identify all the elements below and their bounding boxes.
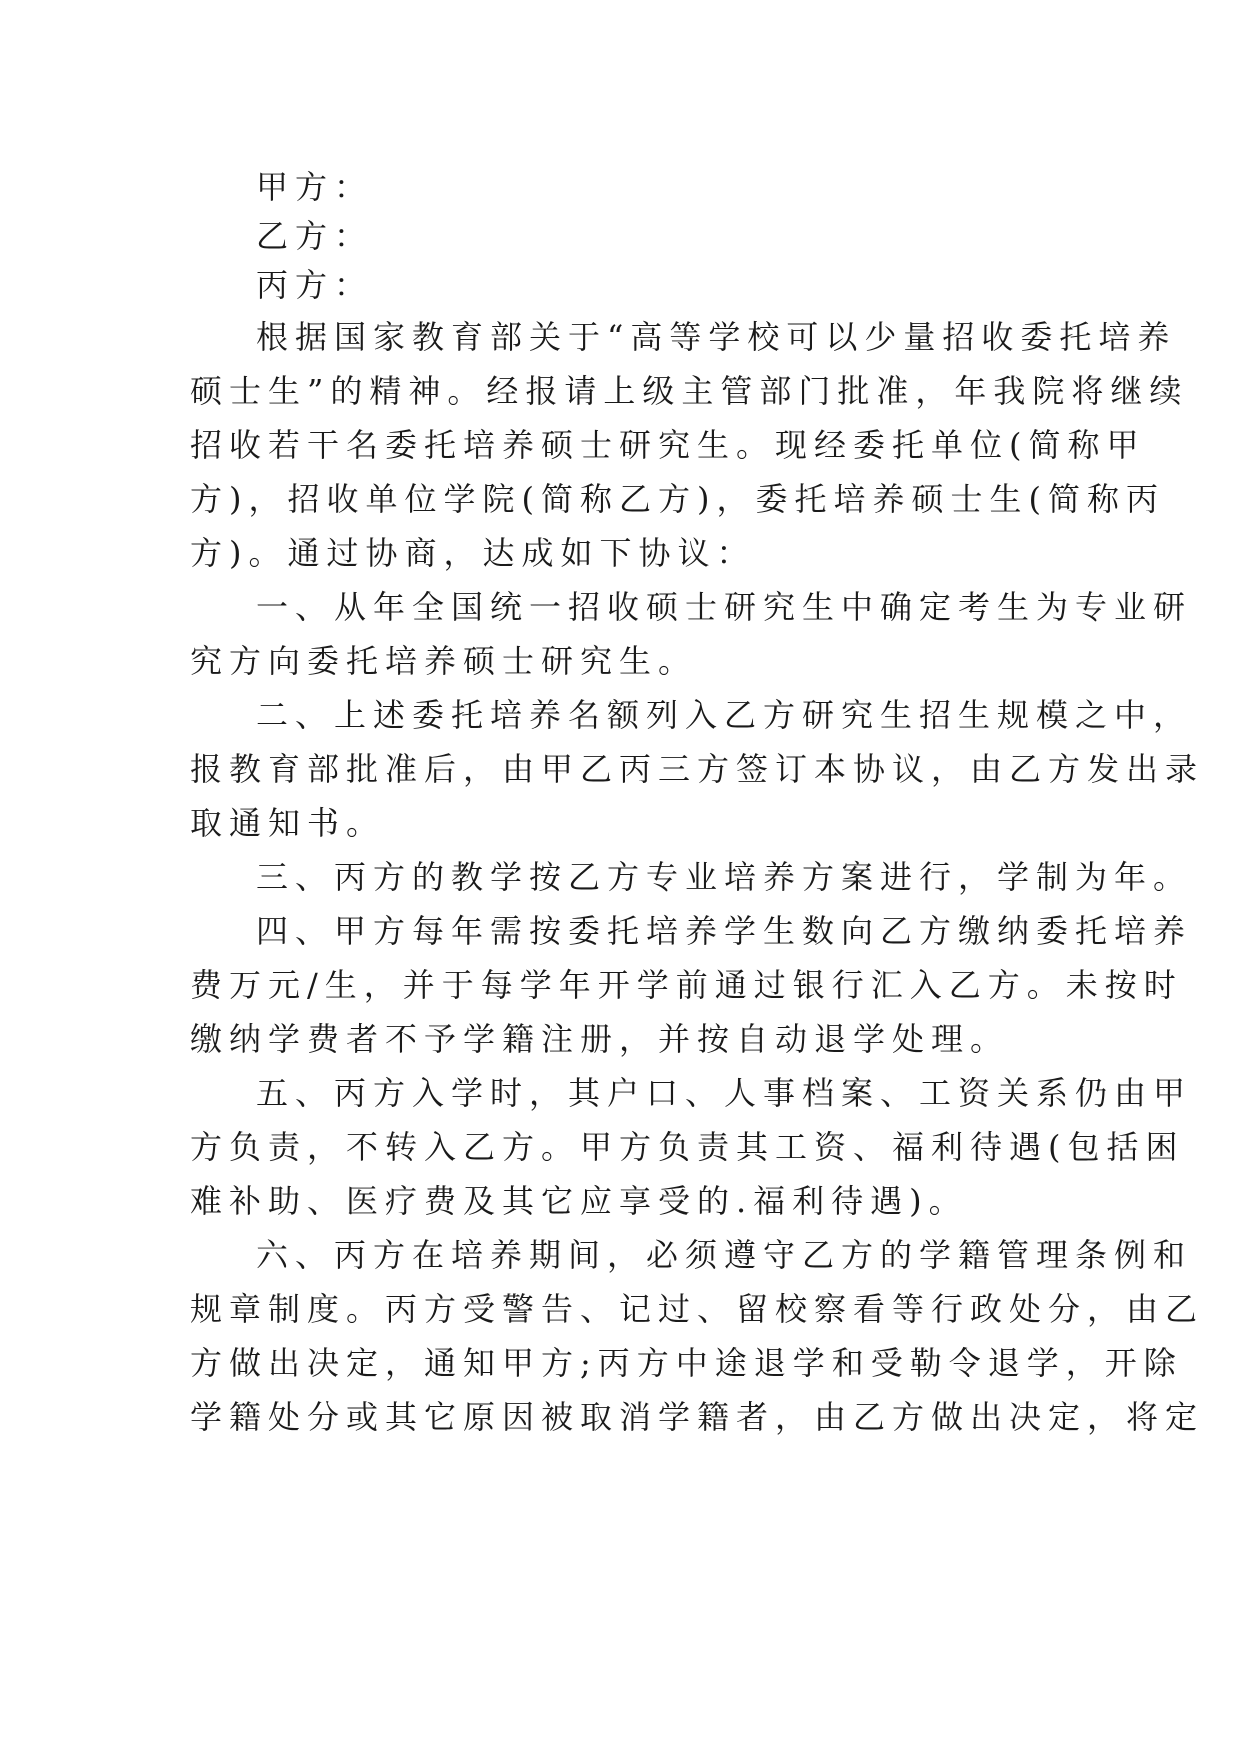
- clause-6-line: 方做出决定，通知甲方;丙方中途退学和受勒令退学，开除: [190, 1344, 1183, 1382]
- clause-3-line: 三、丙方的教学按乙方专业培养方案进行，学制为年。: [256, 858, 1193, 896]
- clause-4-line: 四、甲方每年需按委托培养学生数向乙方缴纳委托培养: [256, 912, 1193, 950]
- clause-6-line: 学籍处分或其它原因被取消学籍者，由乙方做出决定，将定: [190, 1398, 1205, 1436]
- clause-6-line: 六、丙方在培养期间，必须遵守乙方的学籍管理条例和: [256, 1236, 1193, 1274]
- party-a-line: 甲方：: [256, 168, 374, 206]
- party-c-line: 丙方：: [256, 266, 374, 304]
- preamble-line: 招收若干名委托培养硕士研究生。现经委托单位(简称甲: [190, 426, 1146, 464]
- preamble-line: 方)。通过协商，达成如下协议：: [190, 534, 756, 572]
- clause-2-line: 二、上述委托培养名额列入乙方研究生招生规模之中，: [256, 696, 1193, 734]
- party-b-line: 乙方：: [256, 217, 374, 255]
- clause-5-line: 难补助、医疗费及其它应享受的.福利待遇)。: [190, 1182, 968, 1220]
- clause-1-line: 究方向委托培养硕士研究生。: [190, 642, 698, 680]
- preamble-line: 硕士生”的精神。经报请上级主管部门批准，年我院将继续: [190, 372, 1189, 410]
- clause-4-line: 费万元/生，并于每学年开学前通过银行汇入乙方。未按时: [190, 966, 1183, 1004]
- preamble-line: 根据国家教育部关于“高等学校可以少量招收委托培养: [256, 318, 1177, 356]
- clause-6-line: 规章制度。丙方受警告、记过、留校察看等行政处分，由乙: [190, 1290, 1205, 1328]
- clause-2-line: 报教育部批准后，由甲乙丙三方签订本协议，由乙方发出录: [190, 750, 1205, 788]
- clause-1-line: 一、从年全国统一招收硕士研究生中确定考生为专业研: [256, 588, 1193, 626]
- clause-2-line: 取通知书。: [190, 804, 386, 842]
- clause-5-line: 方负责，不转入乙方。甲方负责其工资、福利待遇(包括困: [190, 1128, 1185, 1166]
- preamble-line: 方)，招收单位学院(简称乙方)，委托培养硕士生(简称丙: [190, 480, 1165, 518]
- clause-5-line: 五、丙方入学时，其户口、人事档案、工资关系仍由甲: [256, 1074, 1193, 1112]
- clause-4-line: 缴纳学费者不予学籍注册，并按自动退学处理。: [190, 1020, 1010, 1058]
